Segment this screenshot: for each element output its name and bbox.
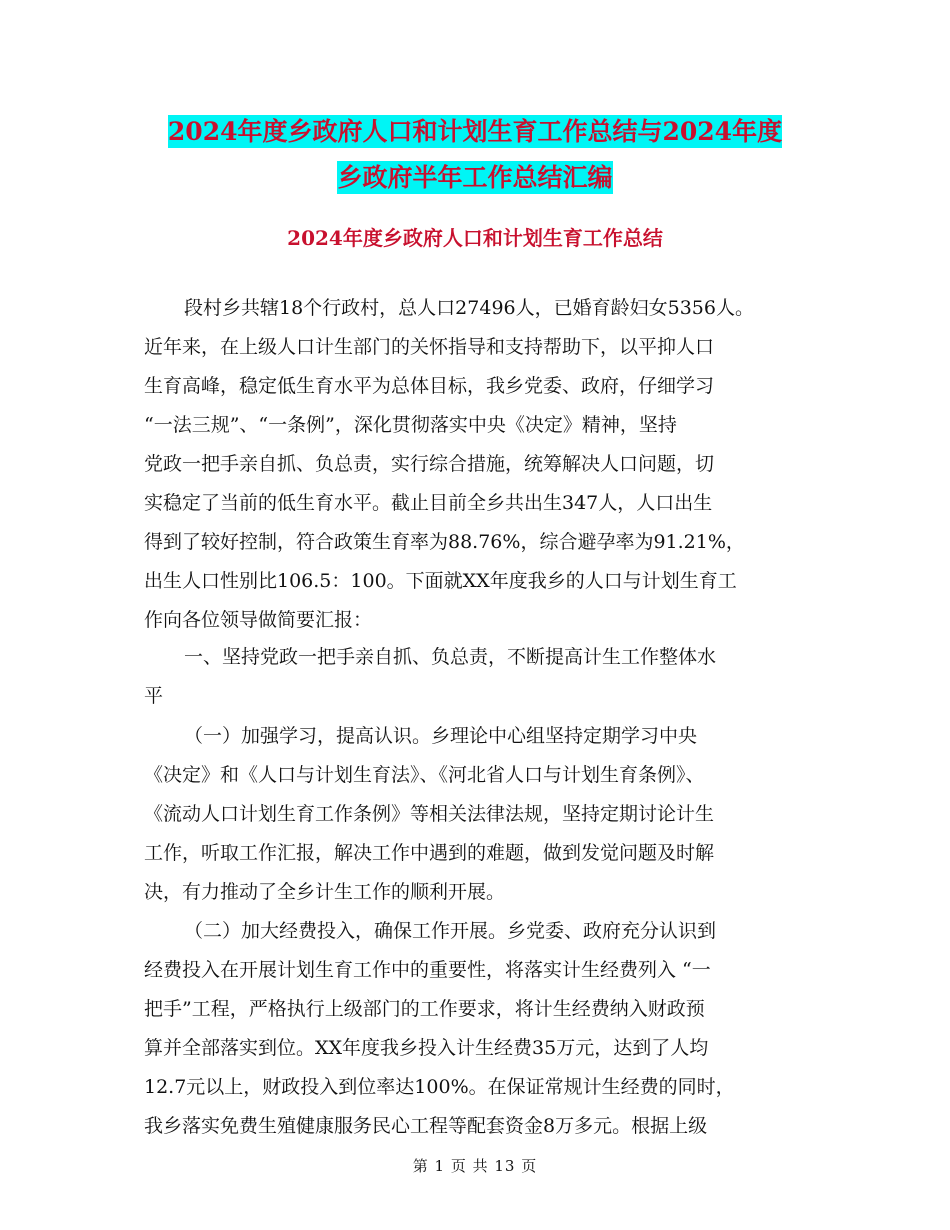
body-line: 把手”工程，严格执行上级部门的工作要求，将计生经费纳入财政预 [144, 998, 705, 1020]
body-line: （一）加强学习，提高认识。乡理论中心组坚持定期学习中央 [184, 725, 698, 747]
body-line: 段村乡共辖18个行政村，总人口27496人，已婚育龄妇女5356人。 [184, 297, 754, 319]
body-line: 《决定》和《人口与计划生育法》、《河北省人口与计划生育条例》、 [144, 764, 705, 786]
body-line: 我乡落实免费生殖健康服务民心工程等配套资金8万多元。根据上级 [144, 1115, 708, 1137]
body-line: 《流动人口计划生育工作条例》等相关法律法规，坚持定期讨论计生 [144, 803, 715, 825]
body-line: 得到了较好控制，符合政策生育率为88.76%，综合避孕率为91.21%， [144, 531, 745, 553]
body-line: （二）加大经费投入，确保工作开展。乡党委、政府充分认识到 [184, 920, 717, 942]
body-line: 算并全部落实到位。XX年度我乡投入计生经费35万元，达到了人均 [144, 1037, 709, 1059]
body-line: 作向各位领导做简要汇报： [144, 609, 373, 631]
body-line: 工作，听取工作汇报，解决工作中遇到的难题，做到发觉问题及时解 [144, 842, 715, 864]
document-title-line-1: 2024年度乡政府人口和计划生育工作总结与2024年度 [167, 117, 783, 146]
body-line: 近年来，在上级人口计生部门的关怀指导和支持帮助下，以平抑人口 [144, 336, 715, 358]
page-footer: 第 1 页 共 13 页 [412, 1157, 538, 1175]
body-line: 实稳定了当前的低生育水平。截止目前全乡共出生347人，人口出生 [144, 492, 713, 514]
body-line: 党政一把手亲自抓、负总责，实行综合措施，统筹解决人口问题，切 [144, 453, 715, 475]
body-line: “一法三规”、“一条例”，深化贯彻落实中央《决定》精神，坚持 [144, 414, 677, 436]
body-line: 生育高峰，稳定低生育水平为总体目标，我乡党委、政府，仔细学习 [144, 375, 715, 397]
document-title-line-2: 乡政府半年工作总结汇编 [337, 163, 613, 192]
body-line: 经费投入在开展计划生育工作中的重要性，将落实计生经费列入 “一 [144, 959, 711, 981]
body-line: 决，有力推动了全乡计生工作的顺利开展。 [144, 881, 506, 903]
body-line: 平 [144, 685, 164, 707]
body-line: 一、坚持党政一把手亲自抓、负总责，不断提高计生工作整体水 [184, 646, 717, 668]
section-title: 2024年度乡政府人口和计划生育工作总结 [287, 226, 663, 250]
body-line: 12.7元以上，财政投入到位率达100%。在保证常规计生经费的同时， [144, 1076, 735, 1098]
body-line: 出生人口性别比106.5：100。下面就XX年度我乡的人口与计划生育工 [144, 570, 737, 592]
